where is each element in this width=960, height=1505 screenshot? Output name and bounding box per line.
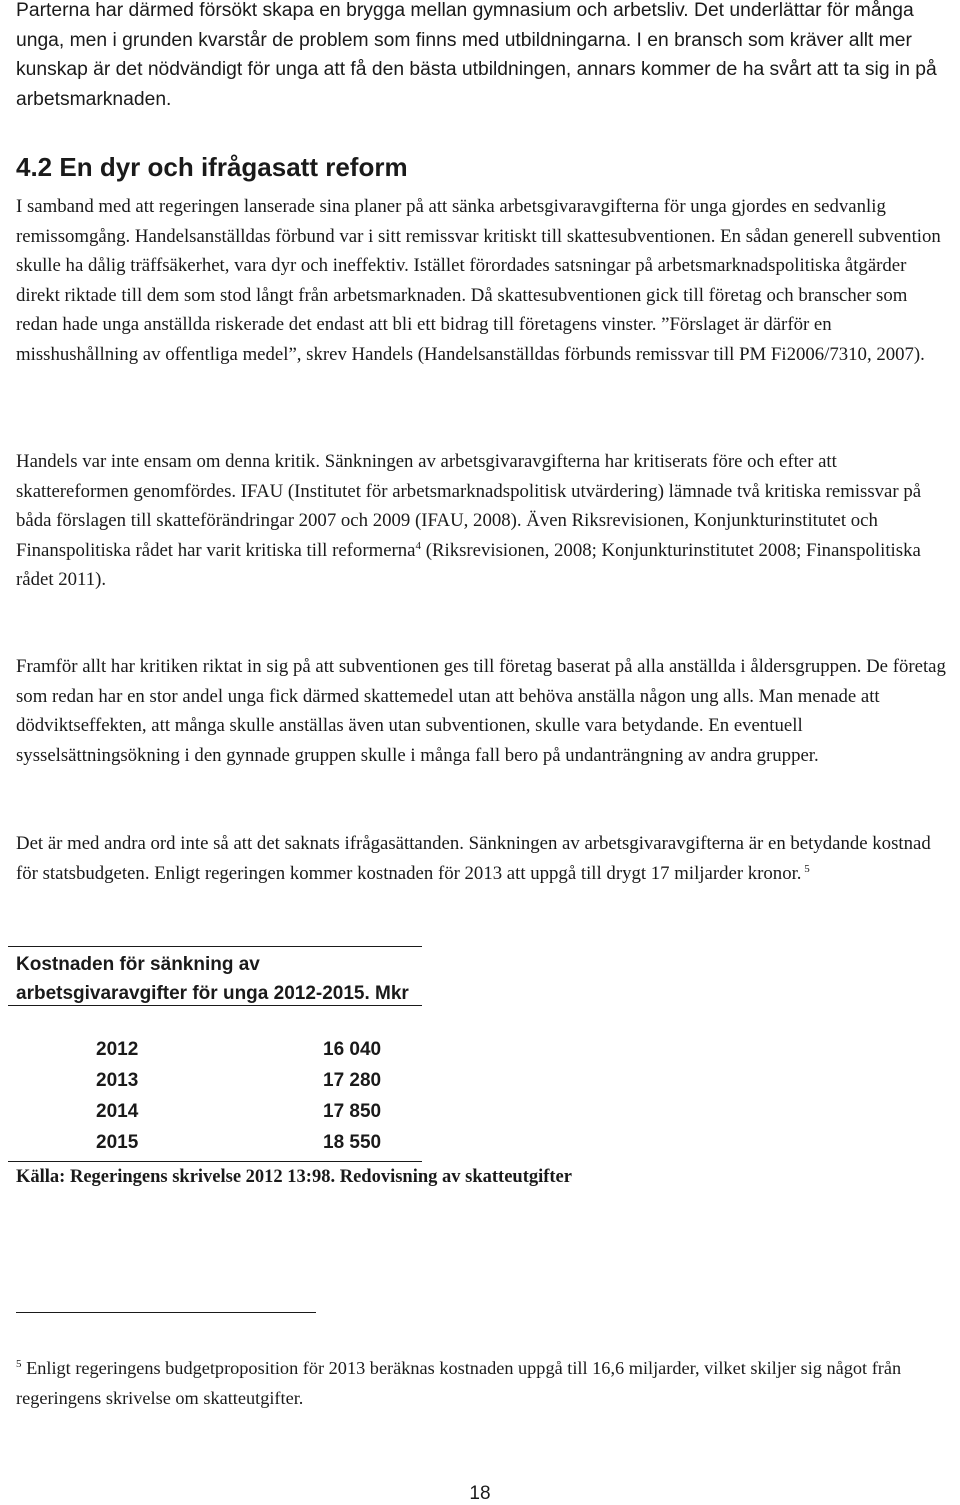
table-cell-year: 2015 bbox=[96, 1131, 139, 1153]
table-cell-amount: 18 550 bbox=[323, 1131, 382, 1153]
paragraph-critics-text-end: (Riksrevisionen, 2008; Konjunkturinstitutet 2008; Finanspolitiska rådet 2011). bbox=[16, 539, 921, 590]
footnote-text: Enligt regeringens budgetproposition för 2013 beräknas kostnaden uppgå till 16,6 miljarder, vilket skiljer sig något från regeringens skrivelse om skatteutgifter. bbox=[16, 1358, 902, 1408]
table-rule-bottom bbox=[8, 1161, 422, 1162]
table-cell-amount: 17 280 bbox=[323, 1069, 382, 1091]
page-number: 18 bbox=[469, 1483, 491, 1504]
paragraph-cost bbox=[16, 829, 946, 888]
table-row bbox=[96, 1096, 381, 1127]
paragraph-remiss: I samband med att regeringen lanserade sina planer på att sänka arbetsgivaravgifterna för unga gjordes en sedvanlig remissomgång. Handelsanställdas förbund var i sitt remissvar kritiskt till skattesubventionen. En sådan generell subvention skulle ha dålig träffsäkerhet, vara dyr och ineffektiv. Istället förordades satsningar på arbetsmarknadspolitiska åtgärder direkt riktade till dem som stod långt från arbetsmarknaden. Då skattesubventionen gick till företag och branscher som redan hade unga anställda riskerade det endast att bli ett bidrag till företagens vinster. ”Förslaget är därför en misshushållning av offentliga medel”, skrev Handels (Handelsanställdas förbunds remissvar till PM Fi2006/7310, 2007). bbox=[16, 196, 941, 365]
table-row bbox=[96, 1065, 381, 1096]
intro-paragraph: Parterna har därmed försökt skapa en brygga mellan gymnasium och arbetsliv. Det underlättar för många unga, men i grunden kvarstår de problem som finns med utbildningarna. I en bransch som kräver allt mer kunskap är det nödvändigt för unga att få den bästa utbildningen, annars kommer de ha svårt att ta sig in på arbetsmarknaden. bbox=[16, 0, 937, 110]
table-cell-amount: 17 850 bbox=[323, 1100, 382, 1122]
footnote-ref-5: 5 bbox=[801, 862, 810, 875]
table-cell-year: 2013 bbox=[96, 1069, 139, 1091]
table-rule-top bbox=[8, 946, 422, 947]
table-rule-mid bbox=[8, 1005, 422, 1006]
paragraph-critics bbox=[16, 447, 946, 595]
table-row bbox=[96, 1127, 381, 1158]
paragraph-cost-text: Det är med andra ord inte så att det saknats ifrågasättanden. Sänkningen av arbetsgivaravgifterna är en betydande kostnad för statsbudgeten. Enligt regeringen kommer kostnaden för 2013 att uppgå till drygt 17 miljarder kronor. bbox=[16, 833, 931, 884]
paragraph-deadweight: Framför allt har kritiken riktat in sig på att subventionen ges till företag baserat på alla anställda i åldersgruppen. De företag som redan har en stor andel unga fick därmed skattemedel utan att behöva anställa någon ung alls. Man menade att dödviktseffekten, att många skulle anställas även utan subventionen, skulle vara betydande. En eventuell sysselsättningsökning i den gynnade gruppen skulle i många fall bero på undanträngning av andra grupper. bbox=[16, 656, 946, 766]
section-heading: 4.2 En dyr och ifrågasatt reform bbox=[16, 152, 408, 182]
table-source: Källa: Regeringens skrivelse 2012 13:98. Redovisning av skatteutgifter bbox=[16, 1167, 572, 1187]
table-cell-year: 2014 bbox=[96, 1100, 139, 1122]
table-cell-amount: 16 040 bbox=[323, 1038, 382, 1060]
cost-table bbox=[96, 1034, 381, 1158]
footnote-separator bbox=[16, 1312, 316, 1313]
paragraph-critics-text: Handels var inte ensam om denna kritik. Sänkningen av arbetsgivaravgifterna har kritiserats före och efter att skattereformen genomfördes. IFAU (Institutet för arbetsmarknadspolitisk utvärdering) lämnade två kritiska remissvar på båda förslagen till skatteförändringar 2007 och 2009 (IFAU, 2008). Även Riksrevisionen, Konjunkturinstitutet och Finanspolitiska rådet har varit kritiska till reformerna bbox=[16, 451, 922, 561]
footnote-marker: 5 bbox=[16, 1358, 22, 1370]
footnote-ref-4: 4 bbox=[415, 539, 422, 552]
table-row bbox=[96, 1034, 381, 1065]
cost-table-title: Kostnaden för sänkning av arbetsgivaravgifter för unga 2012-2015. Mkr bbox=[16, 954, 409, 1004]
table-cell-year: 2012 bbox=[96, 1038, 139, 1060]
footnote bbox=[16, 1353, 946, 1413]
